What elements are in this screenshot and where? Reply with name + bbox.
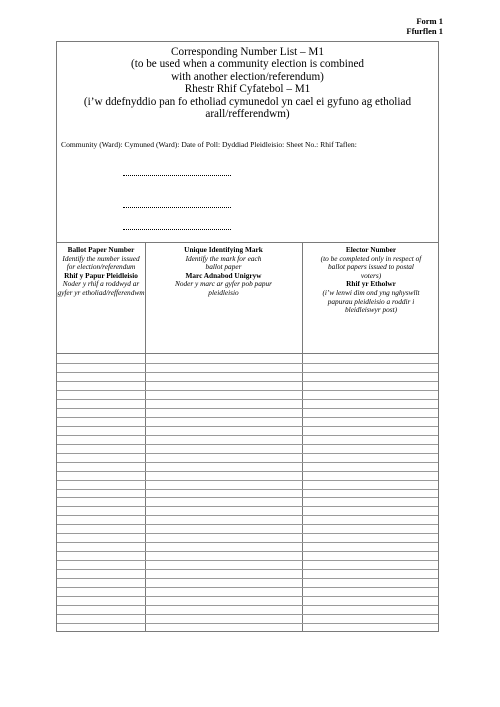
column-title: Ballot Paper Number (67, 245, 135, 254)
title-line: Corresponding Number List – M1 (171, 46, 324, 58)
column-description-welsh: bleidleiswyr post) (344, 305, 398, 315)
column-description: Identify the number issued (62, 253, 140, 263)
table-row[interactable] (57, 533, 438, 534)
table-row[interactable] (57, 524, 438, 525)
table-row[interactable] (57, 480, 438, 481)
table-row[interactable] (57, 471, 438, 472)
table-row[interactable] (57, 578, 438, 579)
table-row[interactable] (57, 596, 438, 597)
table-row[interactable] (57, 605, 438, 606)
title-line: Rhestr Rhif Cyfatebol – M1 (184, 83, 311, 96)
form-label: Form 1 (416, 16, 443, 26)
form-title (57, 46, 438, 120)
column-description: Identify the mark for each (185, 253, 262, 263)
table-row[interactable] (57, 569, 438, 570)
form-header-box (56, 41, 439, 243)
table-row[interactable] (57, 390, 438, 391)
table-row[interactable] (57, 363, 438, 364)
column-description: ballot paper (205, 262, 242, 272)
table-row[interactable] (57, 444, 438, 445)
ward-label: (Ward): (99, 140, 123, 149)
column-description-welsh: Noder y marc ar gyfer pob papur (174, 279, 272, 289)
community-field[interactable] (123, 175, 231, 176)
form-number (406, 16, 443, 36)
table-row[interactable] (57, 462, 438, 463)
community-label: Community (61, 140, 98, 149)
column-header-ballot-paper-number (57, 246, 145, 298)
column-title-welsh: Rhif y Papur Pleidleisio (64, 270, 138, 280)
column-title-welsh: Marc Adnabod Unigryw (185, 270, 262, 280)
column-description: (to be completed only in respect of (320, 253, 422, 263)
column-description-welsh: papurau pleidleisio a roddir i (327, 296, 415, 306)
corresponding-number-table (56, 242, 439, 632)
table-row[interactable] (57, 506, 438, 507)
table-row[interactable] (57, 417, 438, 418)
column-header-unique-identifying-mark (145, 246, 302, 298)
date-of-poll-label: Date of Poll: (181, 140, 221, 149)
community-label-welsh: Cymuned (124, 140, 155, 149)
title-line: with another election/referendum) (171, 70, 324, 83)
table-row[interactable] (57, 560, 438, 561)
title-line: arall/refferendwm) (205, 108, 290, 121)
sheet-number-field[interactable] (123, 229, 231, 230)
table-row[interactable] (57, 426, 438, 427)
column-description-welsh: pleidleisio (208, 287, 239, 297)
sheet-number-label: Sheet No.: (286, 140, 319, 149)
table-row[interactable] (57, 489, 438, 490)
column-description-welsh: gyfer yr etholiad/refferendwm (57, 287, 145, 297)
date-of-poll-field[interactable] (123, 207, 231, 208)
table-row[interactable] (57, 542, 438, 543)
table-row[interactable] (57, 515, 438, 516)
table-row[interactable] (57, 408, 438, 409)
column-description: voters) (360, 270, 382, 280)
title-line: (i’w ddefnyddio pan fo etholiad cymunedol yn cael ei gyfuno ag etholiad (83, 95, 412, 108)
table-row[interactable] (57, 623, 438, 624)
column-description-welsh: (i’w lenwi dim ond yng nghyswllt (322, 287, 420, 297)
date-of-poll-label-welsh-2: Pleidleisio: (250, 140, 285, 149)
column-description-welsh: Noder y rhif a roddwyd ar (62, 279, 140, 289)
table-row[interactable] (57, 453, 438, 454)
table-row[interactable] (57, 497, 438, 498)
column-description: ballot papers issued to postal (328, 262, 414, 272)
column-description: for election/referendum (66, 262, 136, 272)
table-row[interactable] (57, 614, 438, 615)
table-row[interactable] (57, 399, 438, 400)
table-body (57, 354, 438, 632)
column-title-welsh: Rhif yr Etholwr (346, 279, 396, 289)
table-row[interactable] (57, 587, 438, 588)
poll-details (61, 140, 357, 149)
table-row[interactable] (57, 551, 438, 552)
date-of-poll-label-welsh: Dyddiad (222, 140, 249, 149)
table-row[interactable] (57, 435, 438, 436)
sheet-number-label-welsh: Rhif Taflen: (320, 140, 357, 149)
ward-label-welsh: (Ward): (155, 140, 180, 149)
column-title: Unique Identifying Mark (184, 245, 263, 254)
title-line: (to be used when a community election is combined (130, 58, 364, 71)
column-header-elector-number (302, 246, 440, 315)
table-row[interactable] (57, 372, 438, 373)
table-header (57, 242, 438, 354)
form-label-welsh: Ffurflen 1 (406, 26, 443, 36)
column-title: Elector Number (345, 245, 397, 254)
table-row[interactable] (57, 381, 438, 382)
